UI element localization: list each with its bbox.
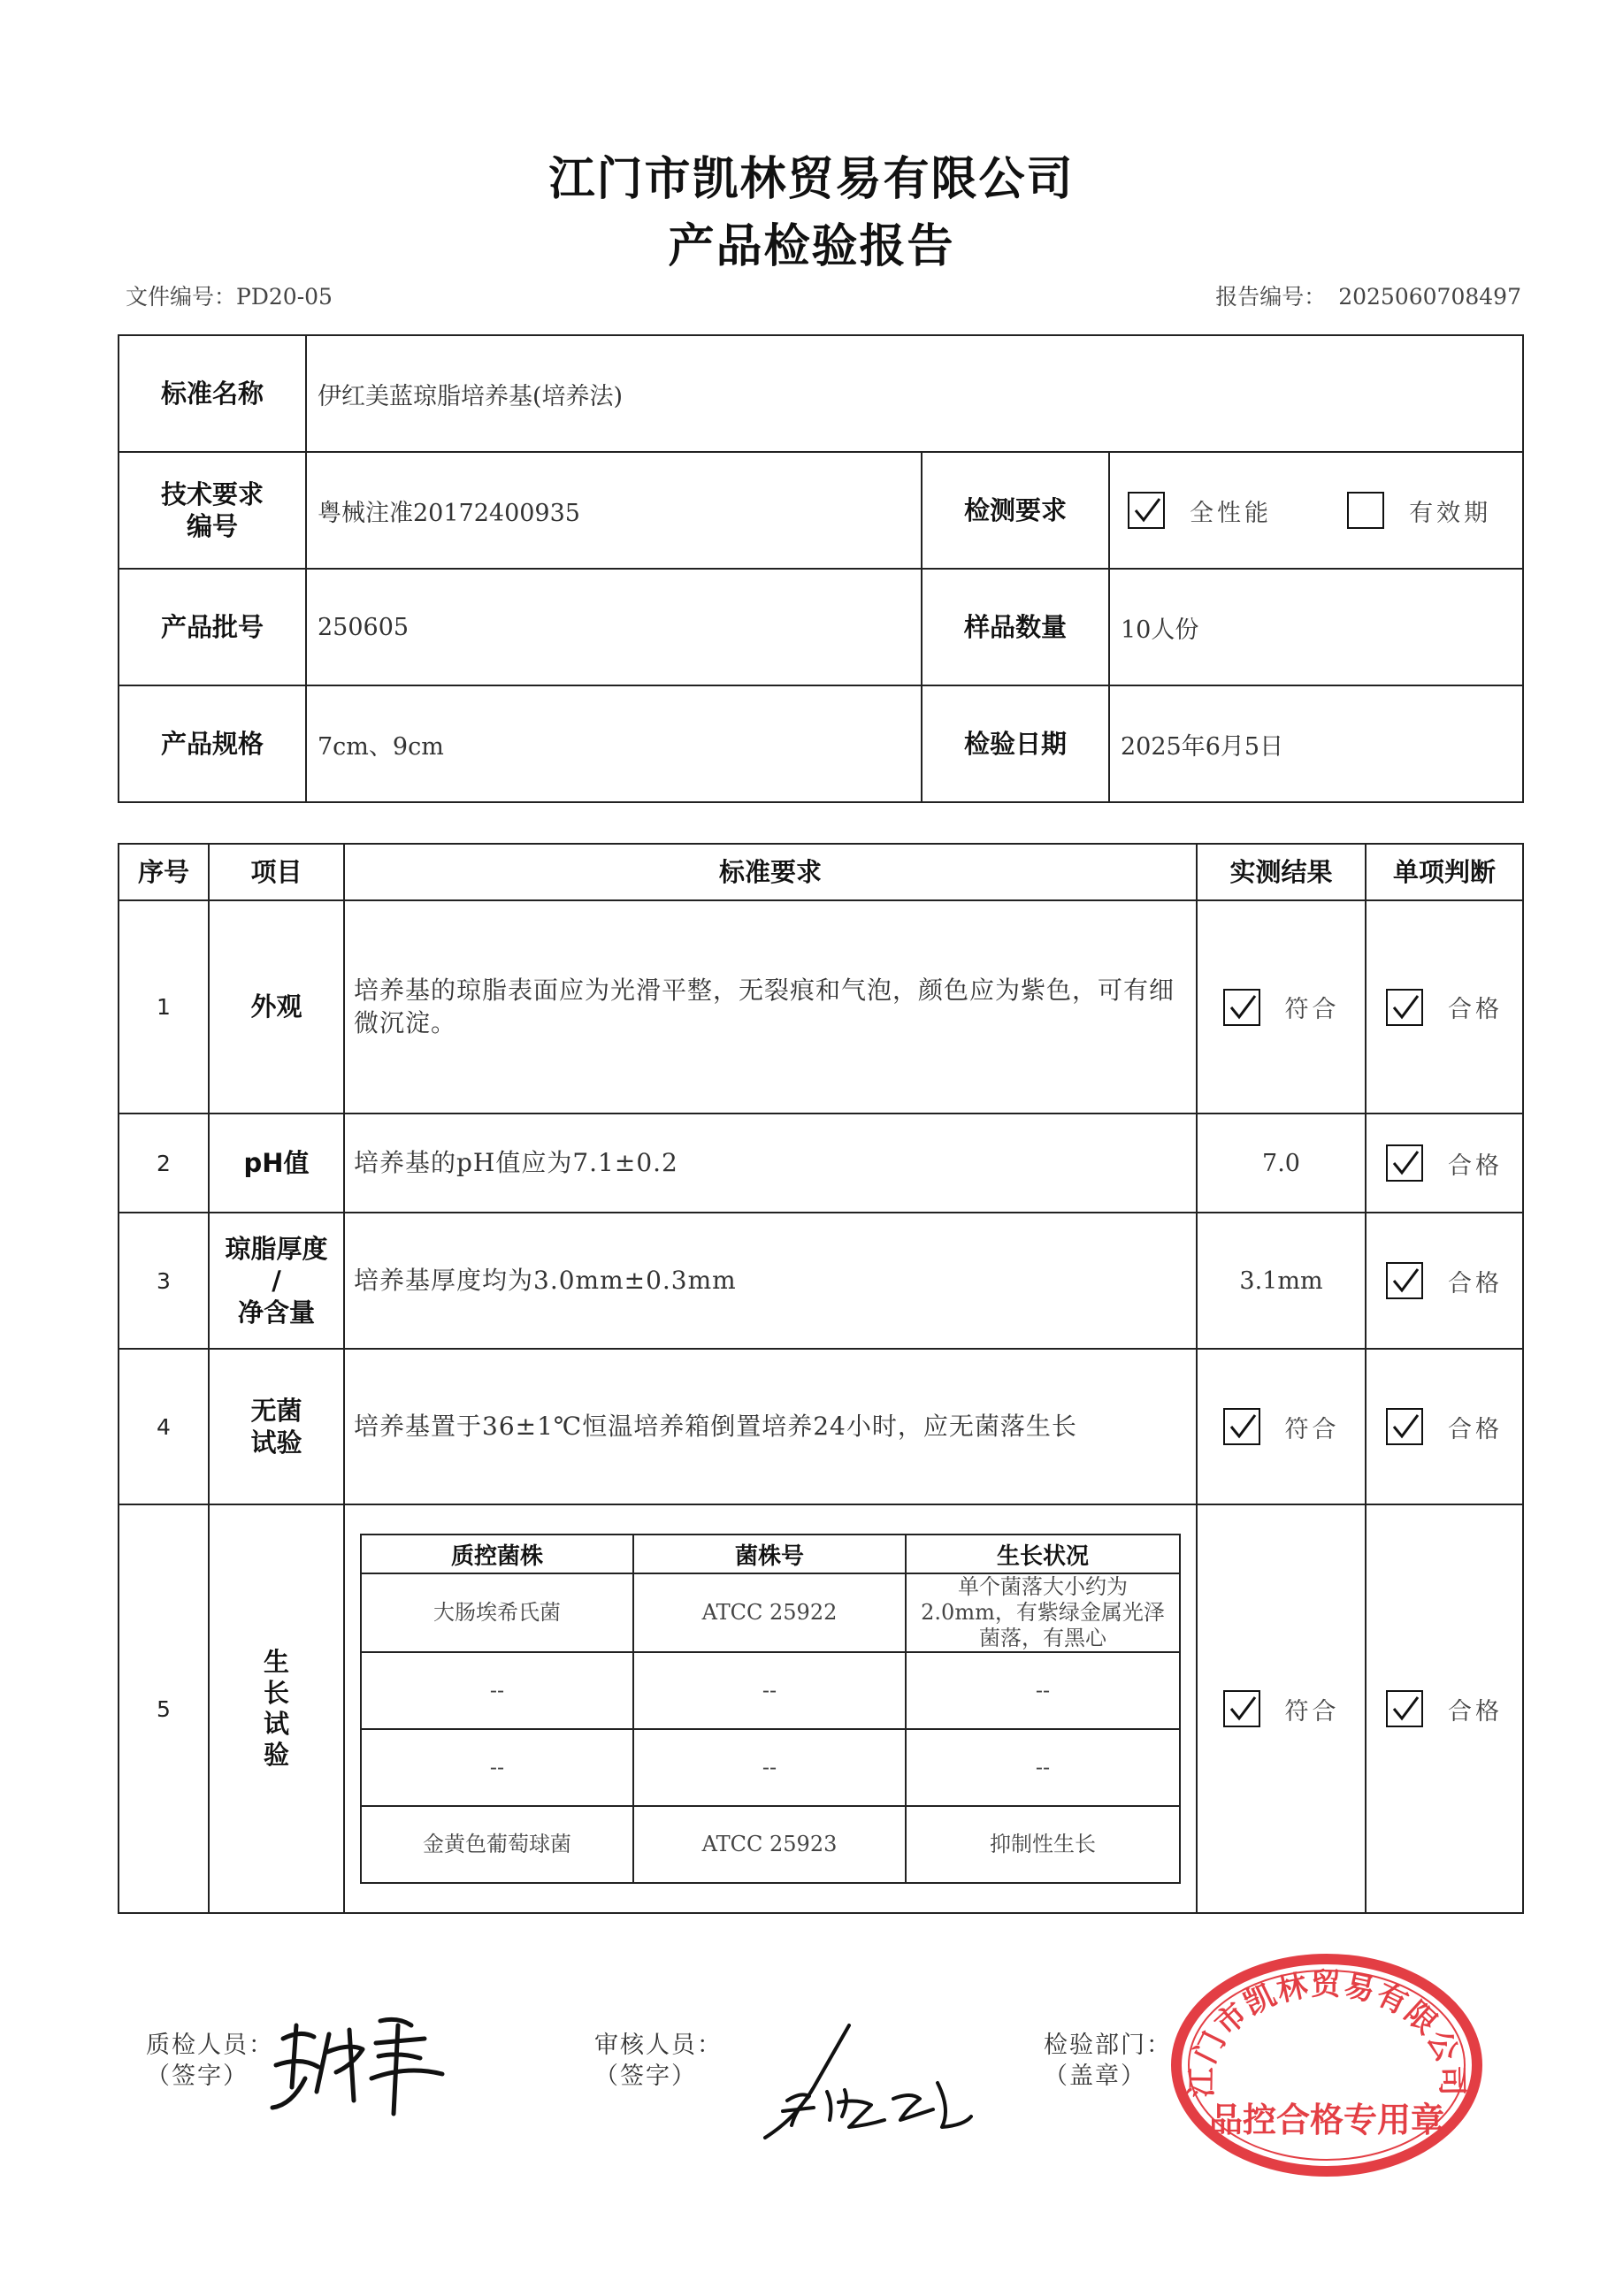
check-icon [1390, 992, 1420, 1022]
result-checkbox[interactable] [1223, 989, 1260, 1026]
growth-status: -- [906, 1652, 1180, 1729]
row-item-line1: 琼脂厚度 [225, 1233, 328, 1264]
row-number: 2 [119, 1114, 209, 1213]
row-judgement [1366, 900, 1523, 1114]
standard-name-value: 伊红美蓝琼脂培养基(培养法) [306, 335, 1523, 452]
check-icon [1228, 1694, 1258, 1724]
table-row [119, 1213, 1523, 1349]
validity-checkbox[interactable] [1347, 492, 1384, 529]
row-item-char: 试 [263, 1709, 289, 1739]
full-performance-label: 全性能 [1190, 499, 1272, 527]
batch-value: 250605 [306, 569, 922, 685]
judgement-checkbox[interactable] [1386, 1144, 1423, 1182]
inspector-block [146, 2030, 274, 2092]
check-icon [1228, 992, 1258, 1022]
row-requirement: 培养基的pH值应为7.1±0.2 [344, 1114, 1197, 1213]
test-req-label: 检测要求 [922, 452, 1109, 569]
tech-req-value: 粤械注准20172400935 [306, 452, 922, 569]
sample-qty-value: 10人份 [1109, 569, 1523, 685]
row-number: 4 [119, 1349, 209, 1504]
inspector-sub: （签字） [146, 2063, 249, 2091]
spec-value: 7cm、9cm [306, 685, 922, 802]
row-item-line2: / [272, 1265, 281, 1296]
standard-name-label: 标准名称 [119, 335, 306, 452]
row-requirement: 培养基置于36±1℃恒温培养箱倒置培养24小时，应无菌落生长 [344, 1349, 1197, 1504]
row-item: pH值 [209, 1114, 344, 1213]
judgement-label: 合格 [1448, 996, 1503, 1023]
results-table [118, 843, 1524, 1914]
department-block [1044, 2030, 1172, 2092]
result-label: 符合 [1284, 1415, 1340, 1443]
growth-row [361, 1806, 1180, 1883]
quality-stamp [1167, 1950, 1486, 2180]
result-checkbox[interactable] [1223, 1690, 1260, 1727]
row-item-line2: 试验 [250, 1427, 302, 1458]
col-header-requirement: 标准要求 [344, 844, 1197, 900]
doc-number [126, 279, 333, 311]
row-result [1197, 1349, 1366, 1504]
inspector-label: 质检人员： [146, 2032, 274, 2059]
inspector-signature [265, 2003, 451, 2118]
judgement-label: 合格 [1448, 1152, 1503, 1180]
row-number: 1 [119, 900, 209, 1114]
growth-row [361, 1652, 1180, 1729]
growth-row [361, 1573, 1180, 1651]
judgement-label: 合格 [1448, 1697, 1503, 1726]
judgement-checkbox[interactable] [1386, 1690, 1423, 1727]
row-item: 外观 [209, 900, 344, 1114]
growth-status: -- [906, 1729, 1180, 1806]
row-result: 3.1mm [1197, 1213, 1366, 1349]
growth-strain: -- [361, 1652, 633, 1729]
judgement-checkbox[interactable] [1386, 1262, 1423, 1299]
reviewer-block [594, 2030, 723, 2092]
department-label: 检验部门： [1044, 2032, 1172, 2059]
report-number-label: 报告编号： [1215, 284, 1327, 310]
table-row [119, 900, 1523, 1114]
row-item-char: 长 [263, 1678, 289, 1709]
sample-qty-label: 样品数量 [922, 569, 1109, 685]
check-icon [1390, 1266, 1420, 1296]
row-item-line3: 净含量 [237, 1297, 315, 1328]
growth-strain: 大肠埃希氏菌 [361, 1573, 633, 1651]
validity-label: 有效期 [1409, 499, 1492, 527]
result-label: 符合 [1284, 996, 1340, 1023]
reviewer-sub: （签字） [594, 2063, 697, 2091]
growth-strain-no: ATCC 25922 [633, 1573, 906, 1651]
growth-strain: -- [361, 1729, 633, 1806]
growth-header-strain-no: 菌株号 [633, 1534, 906, 1573]
result-checkbox[interactable] [1223, 1408, 1260, 1445]
company-title: 江门市凯林贸易有限公司 [548, 153, 1075, 206]
growth-test-cell [344, 1504, 1197, 1913]
tech-req-label-line1: 技术要求 [160, 478, 264, 509]
check-icon [1390, 1694, 1420, 1724]
growth-strain-no: -- [633, 1729, 906, 1806]
growth-header-status: 生长状况 [906, 1534, 1180, 1573]
growth-header-strain: 质控菌株 [361, 1534, 633, 1573]
growth-strain-no: ATCC 25923 [633, 1806, 906, 1883]
growth-status: 单个菌落大小约为2.0mm，有紫绿金属光泽菌落，有黑心 [906, 1573, 1180, 1651]
doc-number-value: PD20-05 [236, 284, 333, 310]
row-result [1197, 900, 1366, 1114]
full-performance-checkbox[interactable] [1128, 492, 1165, 529]
tech-req-label-line2: 编号 [186, 511, 238, 541]
table-row [119, 1504, 1523, 1913]
judgement-label: 合格 [1448, 1415, 1503, 1443]
check-icon [1228, 1412, 1258, 1442]
check-icon [1390, 1412, 1420, 1442]
col-header-result: 实测结果 [1197, 844, 1366, 900]
stamp-text: 品控合格专用章 [1208, 2101, 1445, 2139]
judgement-checkbox[interactable] [1386, 989, 1423, 1026]
report-number-value: 2025060708497 [1338, 284, 1521, 310]
growth-row [361, 1729, 1180, 1806]
tech-req-label [119, 452, 306, 569]
row-item-line1: 无菌 [250, 1395, 302, 1426]
report-number [1215, 279, 1521, 311]
growth-strain-no: -- [633, 1652, 906, 1729]
table-row [119, 1114, 1523, 1213]
growth-table [360, 1534, 1181, 1883]
row-item [209, 1349, 344, 1504]
test-req-options [1109, 452, 1523, 569]
col-header-no: 序号 [119, 844, 209, 900]
department-sub: （盖章） [1044, 2063, 1146, 2091]
reviewer-signature [761, 2021, 973, 2145]
judgement-label: 合格 [1448, 1269, 1503, 1297]
row-item [209, 1504, 344, 1913]
stamp-company: 江门市凯林贸易有限公司 [1183, 1967, 1470, 2098]
report-title: 产品检验报告 [668, 220, 955, 273]
growth-strain: 金黄色葡萄球菌 [361, 1806, 633, 1883]
table-row [119, 1349, 1523, 1504]
row-item-char: 生 [263, 1647, 289, 1678]
row-number: 3 [119, 1213, 209, 1349]
row-item-char: 验 [263, 1739, 289, 1770]
row-number: 5 [119, 1504, 209, 1913]
result-label: 符合 [1284, 1697, 1340, 1726]
judgement-checkbox[interactable] [1386, 1408, 1423, 1445]
col-header-judgement: 单项判断 [1366, 844, 1523, 900]
row-judgement [1366, 1349, 1523, 1504]
row-judgement [1366, 1114, 1523, 1213]
check-icon [1132, 495, 1162, 525]
reviewer-label: 审核人员： [594, 2032, 723, 2059]
row-requirement: 培养基的琼脂表面应为光滑平整，无裂痕和气泡，颜色应为紫色，可有细微沉淀。 [344, 900, 1197, 1114]
doc-number-label: 文件编号： [126, 284, 237, 310]
batch-label: 产品批号 [119, 569, 306, 685]
row-requirement: 培养基厚度均为3.0mm±0.3mm [344, 1213, 1197, 1349]
check-icon [1390, 1148, 1420, 1178]
info-table [118, 334, 1524, 803]
date-value: 2025年6月5日 [1109, 685, 1523, 802]
growth-status: 抑制性生长 [906, 1806, 1180, 1883]
spec-label: 产品规格 [119, 685, 306, 802]
row-result: 7.0 [1197, 1114, 1366, 1213]
date-label: 检验日期 [922, 685, 1109, 802]
row-item [209, 1213, 344, 1349]
row-result [1197, 1504, 1366, 1913]
row-judgement [1366, 1213, 1523, 1349]
col-header-item: 项目 [209, 844, 344, 900]
row-judgement [1366, 1504, 1523, 1913]
